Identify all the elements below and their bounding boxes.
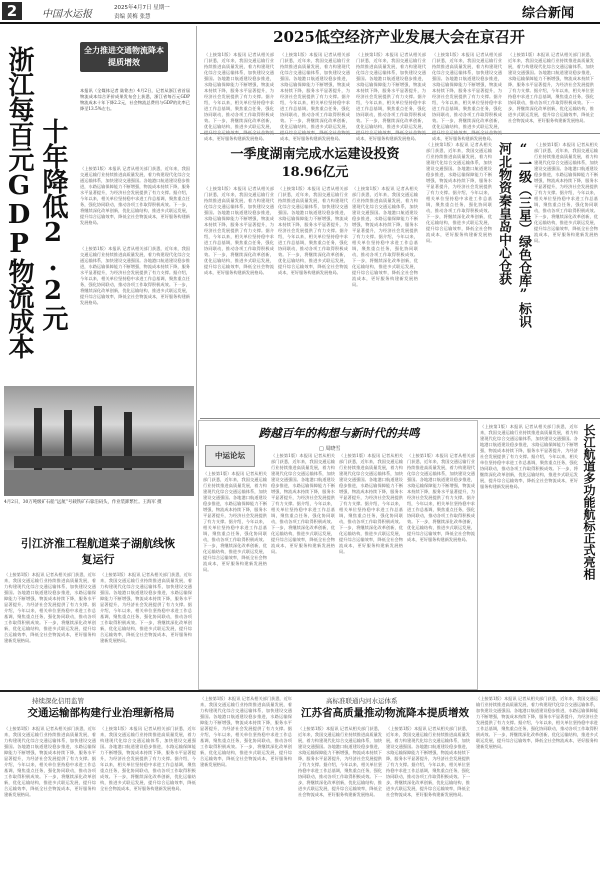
date-line: 2025年4月7日 星期一 [114, 5, 170, 11]
zhejiang-title-main: 浙江每百元GDP物流成本 [4, 46, 34, 358]
author-prefix-icon: □ [319, 446, 326, 452]
century-author-name: 周晓雪 [325, 446, 341, 452]
section-title: 综合新闻 [522, 6, 575, 21]
century-title: 跨越百年的构想与新时代的共鸣 [258, 426, 420, 440]
zhejiang-kicker-text: 全力推进交通物流降本提质增效 [84, 46, 164, 67]
photo-caption: 4月2日，30万吨级矿石船“远航”号载铁矿石靠泊码头，作业装卸繁忙。王海军 摄 [4, 500, 162, 505]
jiangsu-title: 江苏省高质量推动物流降本提质增效 [301, 707, 469, 719]
zhejiang-title-sub: 十年降低2.2元 [38, 118, 68, 330]
century-column-label-text: 中运论坛 [215, 451, 245, 460]
lowalt-body-col1: （上接第1版）本报讯 记者从相关部门获悉，近年来，我国交通运输行业持续推进高质量发展，着力构建现代化综合交通运输体系，加快建设交通强国。各地港口航道建设稳步推进，水路运输保障能力不断增强，物流成本持续下降，服务水平显著提升，为经济社会发展提供了有力支撑。据介绍，今年以来，相关单位坚持稳中求进工作总基调，聚焦重点任务，强化协同联动，推动各项工作取得积极成效。下一步，将继续深化改革创新，优化运输结构，推进多式联运发展， 成本，更好服务构建新发展格局。 [204, 52, 274, 141]
zhejiang-body-2: （上接第1版）本报讯 记者从相关部门获悉，近年来，我国交通运输行业持续推进高质量发展，着力构建现代化综合交通运输体系，加快建设交通强国。各地港口航道建设稳步推进，水路运输保障能力不断增强，物流成本持续下降，服务水平显著提升，为经济社会发展提供了有力支撑。据介绍，今年以来，相关单位坚持稳中求进工作总基调，聚焦重点任务，强化协同联动，推动各项工作取得积极成效。下一步，将继续深化改革创新，优化运输结构，推进多式联运发展，提升综合运输效率，降低全社会物流成本，更好服务构建新发展格局。 [80, 246, 190, 305]
century-body-col1: （上接第1版）本报讯 记者从相关部门获悉，近年来，我国交通运输行业持续推进高质量发展，着力构建现代化综合交通运输体系，加快建设交通强国。各地港口航道建设稳步推进，水路运输保障能力不断增强，物流成本持续下降，服务水平显著提升，为经济社会发展提供了有力支撑。据介绍，今年以来，相关单位坚持稳中求进工作总基调，聚焦重点任务，强化协同联动，推动各项工作取得积极成效。下一步，将继续深化改革创新，优化运输结构，推进多式联运发展，提升综合运输效率，降低全社会物流成本，更好服务构建新发展格局。 [203, 471, 267, 572]
hebei-body-left: （上接第1版）本报讯 记者从相关部门获悉，近年来，我国交通运输行业持续推进高质量发展，着力构建现代化综合交通运输体系，加快建设交通强国。各地港口航道建设稳步推进，水路运输保障能力不断增强，物流成本持续下降，服务水平显著提升，为经济社会发展提供了有力支撑。据介绍，今年以来，相关单位坚持稳中求进工作总基调，聚焦重点任务，强化协同联动，推动各项工作取得积极成效。下一步，将继续深化改革创新，优化运输结构，推进多式联运发展，提升综合运输效率，降低全社会物流成本，更好服务构建新发展格局。 [426, 142, 492, 243]
jiangsu-body-col3: （上接第1版）本报讯 记者从相关部门获悉，近年来，我国交通运输行业持续推进高质量发展，着力构建现代化综合交通运输体系，加快建设交通强国。各地港口航道建设稳步推进，水路运输保障能力不断增强，物流成本持续下降，服务水平显著提升，为经济社会发展提供了有力支撑。据介绍，今年以来，相关单位坚持稳中求进工作总基调，聚焦重点任务，强化协同联动，推动各项工作取得积极成效。下一步，将继续深化改革创新，优化运输结构，推进多式联运发展，提升综合运输效率，降低全社会物流成本，更好服务构建新发展格局。 [476, 696, 598, 749]
lowalt-body-col3: （上接第1版）本报讯 记者从相关部门获悉，近年来，我国交通运输行业持续推进高质量发展，着力构建现代化综合交通运输体系，加快建设交通强国。各地港口航道建设稳步推进，水路运输保障能力不断增强，物流成本持续下降，服务水平显著提升，为经济社会发展提供了有力支撑。据介绍，今年以来，相关单位坚持稳中求进工作总基调，聚焦重点任务，强化协同联动，推动各项工作取得积极成效。下一步，将继续深化改革创新，优化运输结构，推进多式联运发展， 成本，更好服务构建新发展格局。 [356, 52, 426, 141]
lower-rule [0, 690, 600, 692]
jiangsu-body-col2: （上接第1版）本报讯 记者从相关部门获悉，近年来，我国交通运输行业持续推进高质量发展，着力构建现代化综合交通运输体系，加快建设交通强国。各地港口航道建设稳步推进，水路运输保障能力不断增强，物流成本持续下降，服务水平显著提升，为经济社会发展提供了有力支撑。据介绍，今年以来，相关单位坚持稳中求进工作总基调，聚焦重点任务，强化协同联动，推动各项工作取得积极成效。下一步，将继续深化改革创新，优化运输结构，推进多式联运发展，提升综合运输效率，降低全社会物流成本，更好服务构建新发展格局。 [386, 726, 470, 797]
jiangji-title: 引江济淮工程航道菜子湖航线恢复运行 [21, 537, 175, 566]
lowalt-body-col4: （上接第1版）本报讯 记者从相关部门获悉，近年来，我国交通运输行业持续推进高质量发展，着力构建现代化综合交通运输体系，加快建设交通强国。各地港口航道建设稳步推进，水路运输保障能力不断增强，物流成本持续下降，服务水平显著提升，为经济社会发展提供了有力支撑。据介绍，今年以来，相关单位坚持稳中求进工作总基调，聚焦重点任务，强化协同联动，推动各项工作取得积极成效。下一步，将继续深化改革创新，优化运输结构，推进多式联运发展， 成本，更好服务构建新发展格局。 [432, 52, 502, 141]
column-divider [196, 26, 197, 446]
hunan-body-col3: （上接第1版）本报讯 记者从相关部门获悉，近年来，我国交通运输行业持续推进高质量发展，着力构建现代化综合交通运输体系，加快建设交通强国。各地港口航道建设稳步推进，水路运输保障能力不断增强，物流成本持续下降，服务水平显著提升，为经济社会发展提供了有力支撑。据介绍，今年以来，相关单位坚持稳中求进工作总基调，聚焦重点任务，强化协同联动，推动各项工作取得积极成效。下一步，将继续深化改革创新，优化运输结构，推进多式联运发展，提升综合运输效率，降低全社会物流成本，更好服务构建新发展格局。 [352, 186, 418, 287]
water-shape [4, 470, 194, 496]
hebei-title-b: “一级（三星）绿色仓库”标识 [516, 142, 531, 328]
lowalt-body-col2: （上接第1版）本报讯 记者从相关部门获悉，近年来，我国交通运输行业持续推进高质量发展，着力构建现代化综合交通运输体系，加快建设交通强国。各地港口航道建设稳步推进，水路运输保障能力不断增强，物流成本持续下降，服务水平显著提升，为经济社会发展提供了有力支撑。据介绍，今年以来，相关单位坚持稳中求进工作总基调，聚焦重点任务，强化协同联动，推动各项工作取得积极成效。下一步，将继续深化改革创新，优化运输结构，推进多式联运发展， 成本，更好服务构建新发展格局。 [280, 52, 350, 141]
article-lowalt [200, 26, 600, 141]
century-column-label [205, 445, 255, 467]
article-hunan [200, 138, 422, 414]
editors-line: 责编 黄梅 张慧 [114, 14, 151, 20]
article-yangtze [480, 420, 600, 690]
article-jiangji [2, 534, 194, 684]
hebei-title-a: 河北物资秦皇岛中心仓获 [496, 142, 511, 285]
hunan-title: 一季度湖南完成水运建设投资18.96亿元 [230, 147, 400, 180]
article-jiangsu [296, 694, 600, 877]
page-number: 2 [2, 2, 22, 20]
governance-title: 交通运输部构建行业治理新格局 [27, 707, 175, 719]
article-governance [2, 694, 198, 877]
article-hebei [426, 138, 600, 414]
yangtze-title: 长江航道多功能航标正式亮相 [582, 424, 596, 580]
continuation-col: （上接第1版）本报讯 记者从相关部门获悉，近年来，我国交通运输行业持续推进高质量发展，着力构建现代化综合交通运输体系，加快建设交通强国。各地港口航道建设稳步推进，水路运输保障能力不断增强，物流成本持续下降，服务水平显著提升，为经济社会发展提供了有力支撑。据介绍，今年以来，相关单位坚持稳中求进工作总基调，聚焦重点任务，强化协同联动，推动各项工作取得积极成效。下一步，将继续深化改革创新，优化运输结构，推进多式联运发展，提升综合运输效率，降低全社会物流成本，更好服务构建新发展格局。 [200, 696, 292, 767]
governance-body-col2: （上接第1版）本报讯 记者从相关部门获悉，近年来，我国交通运输行业持续推进高质量发展，着力构建现代化综合交通运输体系，加快建设交通强国。各地港口航道建设稳步推进，水路运输保障能力不断增强，物流成本持续下降，服务水平显著提升，为经济社会发展提供了有力支撑。据介绍，今年以来，相关单位坚持稳中求进工作总基调，聚焦重点任务，强化协同联动，推动各项工作取得积极成效。下一步，将继续深化改革创新，优化运输结构，推进多式联运发展，提升综合运输效率，降低全社会物流成本，更好服务构建新发展格局。 [100, 726, 196, 791]
article-century [198, 420, 478, 690]
masthead [0, 0, 600, 22]
jiangji-body-col2: （上接第1版）本报讯 记者从相关部门获悉，近年来，我国交通运输行业持续推进高质量发展，着力构建现代化综合交通运输体系，加快建设交通强国。各地港口航道建设稳步推进，水路运输保障能力不断增强，物流成本持续下降，服务水平显著提升，为经济社会发展提供了有力支撑。据介绍，今年以来，相关单位坚持稳中求进工作总基调，聚焦重点任务，强化协同联动，推动各项工作取得积极成效。下一步，将继续深化改革创新，优化运输结构，推进多式联运发展，提升综合运输效率，降低全社会物流成本，更好服务构建新发展格局。 [100, 572, 192, 643]
masthead-rule [0, 22, 600, 24]
hebei-body-right: （上接第1版）本报讯 记者从相关部门获悉，近年来，我国交通运输行业持续推进高质量发展，着力构建现代化综合交通运输体系，加快建设交通强国。各地港口航道建设稳步推进，水路运输保障能力不断增强，物流成本持续下降，服务水平显著提升，为经济社会发展提供了有力支撑。据介绍，今年以来，相关单位坚持稳中求进工作总基调，聚焦重点任务，强化协同联动，推动各项工作取得积极成效。下一步，将继续深化改革创新，优化运输结构，推进多式联运发展，提升综合运输效率，降低全社会物流成本，更好服务构建新发展格局。 [534, 142, 598, 243]
jiangji-body-col1: （上接第1版）本报讯 记者从相关部门获悉，近年来，我国交通运输行业持续推进高质量发展，着力构建现代化综合交通运输体系，加快建设交通强国。各地港口航道建设稳步推进，水路运输保障能力不断增强，物流成本持续下降，服务水平显著提升，为经济社会发展提供了有力支撑。据介绍，今年以来，相关单位坚持稳中求进工作总基调，聚焦重点任务，强化协同联动，推动各项工作取得积极成效。下一步，将继续深化改革创新，优化运输结构，推进多式联运发展，提升综合运输效率，降低全社会物流成本，更好服务构建新发展格局。 [4, 572, 96, 643]
hunan-body-col1: （上接第1版）本报讯 记者从相关部门获悉，近年来，我国交通运输行业持续推进高质量发展，着力构建现代化综合交通运输体系，加快建设交通强国。各地港口航道建设稳步推进，水路运输保障能力不断增强，物流成本持续下降，服务水平显著提升，为经济社会发展提供了有力支撑。据介绍，今年以来，相关单位坚持稳中求进工作总基调，聚焦重点任务，强化协同联动，推动各项工作取得积极成效。下一步，将继续深化改革创新，优化运输结构，推进多式联运发展，提升综合运输效率，降低全社会物流成本，更好服务构建新发展格局。 [204, 186, 274, 275]
jiangsu-body-col1: （上接第1版）本报讯 记者从相关部门获悉，近年来，我国交通运输行业持续推进高质量发展，着力构建现代化综合交通运输体系，加快建设交通强国。各地港口航道建设稳步推进，水路运输保障能力不断增强，物流成本持续下降，服务水平显著提升，为经济社会发展提供了有力支撑。据介绍，今年以来，相关单位坚持稳中求进工作总基调，聚焦重点任务，强化协同联动，推动各项工作取得积极成效。下一步，将继续深化改革创新，优化运输结构，推进多式联运发展，提升综合运输效率，降低全社会物流成本，更好服务构建新发展格局。 [298, 726, 382, 797]
lowalt-title: 2025低空经济产业发展大会在京召开 [273, 28, 525, 46]
lowalt-body-col5: （上接第1版）本报讯 记者从相关部门获悉，近年来，我国交通运输行业持续推进高质量发展，着力构建现代化综合交通运输体系，加快建设交通强国。各地港口航道建设稳步推进，水路运输保障能力不断增强，物流成本持续下降，服务水平显著提升，为经济社会发展提供了有力支撑。据介绍，今年以来，相关单位坚持稳中求进工作总基调，聚焦重点任务，强化协同联动，推动各项工作取得积极成效。下一步，将继续深化改革创新，优化运输结构，推进多式联运发展，提升综合运输效率，降低全社会物流成本，更好服务构建新发展格局。 [508, 52, 594, 123]
zhejiang-body: （上接第1版）本报讯 记者从相关部门获悉，近年来，我国交通运输行业持续推进高质量发展，着力构建现代化综合交通运输体系，加快建设交通强国。各地港口航道建设稳步推进，水路运输保障能力不断增强，物流成本持续下降，服务水平显著提升，为经济社会发展提供了有力支撑。据介绍，今年以来，相关单位坚持稳中求进工作总基调，聚焦重点任务，强化协同联动，推动各项工作取得积极成效。下一步，将继续深化改革创新，优化运输结构，推进多式联运发展，提升综合运输效率，降低全社会物流成本，更好服务构建新发展格局。 [80, 166, 190, 225]
ship-shape [14, 456, 184, 468]
hunan-body-col2: （上接第1版）本报讯 记者从相关部门获悉，近年来，我国交通运输行业持续推进高质量发展，着力构建现代化综合交通运输体系，加快建设交通强国。各地港口航道建设稳步推进，水路运输保障能力不断增强，物流成本持续下降，服务水平显著提升，为经济社会发展提供了有力支撑。据介绍，今年以来，相关单位坚持稳中求进工作总基调，聚焦重点任务，强化协同联动，推动各项工作取得积极成效。下一步，将继续深化改革创新，优化运输结构，推进多式联运发展，提升综合运输效率，降低全社会物流成本，更好服务构建新发展格局。 [278, 186, 348, 275]
governance-body-col1: （上接第1版）本报讯 记者从相关部门获悉，近年来，我国交通运输行业持续推进高质量发展，着力构建现代化综合交通运输体系，加快建设交通强国。各地港口航道建设稳步推进，水路运输保障能力不断增强，物流成本持续下降，服务水平显著提升，为经济社会发展提供了有力支撑。据介绍，今年以来，相关单位坚持稳中求进工作总基调，聚焦重点任务，强化协同联动，推动各项工作取得积极成效。下一步，将继续深化改革创新，优化运输结构，推进多式联运发展，提升综合运输效率，降低全社会物流成本，更好服务构建新发展格局。 [4, 726, 96, 797]
mid-rule [200, 418, 600, 419]
zhejiang-kicker [80, 42, 168, 72]
century-body-col4: （上接第1版）本报讯 记者从相关部门获悉，近年来，我国交通运输行业持续推进高质量发展，着力构建现代化综合交通运输体系，加快建设交通强国。各地港口航道建设稳步推进，水路运输保障能力不断增强，物流成本持续下降，服务水平显著提升，为经济社会发展提供了有力支撑。据介绍，今年以来，相关单位坚持稳中求进工作总基调，聚焦重点任务，强化协同联动，推动各项工作取得积极成效。下一步，将继续深化改革创新，优化运输结构，推进多式联运发展，提升综合运输效率，降低全社会物流成本，更好服务构建新发展格局。 [407, 453, 475, 542]
port-photo [4, 386, 194, 496]
century-body-col3: （上接第1版）本报讯 记者从相关部门获悉，近年来，我国交通运输行业持续推进高质量发展，着力构建现代化综合交通运输体系，加快建设交通强国。各地港口航道建设稳步推进，水路运输保障能力不断增强，物流成本持续下降，服务水平显著提升，为经济社会发展提供了有力支撑。据介绍，今年以来，相关单位坚持稳中求进工作总基调，聚焦重点任务，强化协同联动，推动各项工作取得积极成效。下一步，将继续深化改革创新，优化运输结构，推进多式联运发展，提升综合运输效率，降低全社会物流成本，更好服务构建新发展格局。 [339, 453, 403, 554]
jiangsu-kicker: 高标准联通内河水运体系 [326, 697, 398, 705]
zhejiang-lead: 本报讯（全媒体记者 陆铭杰）4月2日，记者从浙江省首届物流成本综合评价成果发布会上获悉，浙江省每百元GDP物流成本十年下降2.2元，社会物流总费用与GDP的比率已降至13.5%左右。 [80, 88, 190, 111]
paper-name: 中国水运报 [42, 9, 92, 20]
century-author [319, 445, 340, 452]
century-body-col2: （上接第1版）本报讯 记者从相关部门获悉，近年来，我国交通运输行业持续推进高质量发展，着力构建现代化综合交通运输体系，加快建设交通强国。各地港口航道建设稳步推进，水路运输保障能力不断增强，物流成本持续下降，服务水平显著提升，为经济社会发展提供了有力支撑。据介绍，今年以来，相关单位坚持稳中求进工作总基调，聚焦重点任务，强化协同联动，推动各项工作取得积极成效。下一步，将继续深化改革创新，优化运输结构，推进多式联运发展，提升综合运输效率，降低全社会物流成本，更好服务构建新发展格局。 [271, 453, 335, 554]
lowalt-rule [200, 133, 600, 134]
governance-kicker: 持续深化信用监管 [32, 697, 84, 705]
yangtze-body: （上接第1版）本报讯 记者从相关部门获悉，近年来，我国交通运输行业持续推进高质量发展，着力构建现代化综合交通运输体系，加快建设交通强国。各地港口航道建设稳步推进，水路运输保障能力不断增强，物流成本持续下降，服务水平显著提升，为经济社会发展提供了有力支撑。据介绍，今年以来，相关单位坚持稳中求进工作总基调，聚焦重点任务，强化协同联动，推动各项工作取得积极成效。下一步，将继续深化改革创新，优化运输结构，推进多式联运发展，提升综合运输效率，降低全社会物流成本，更好服务构建新发展格局。 [480, 424, 578, 489]
